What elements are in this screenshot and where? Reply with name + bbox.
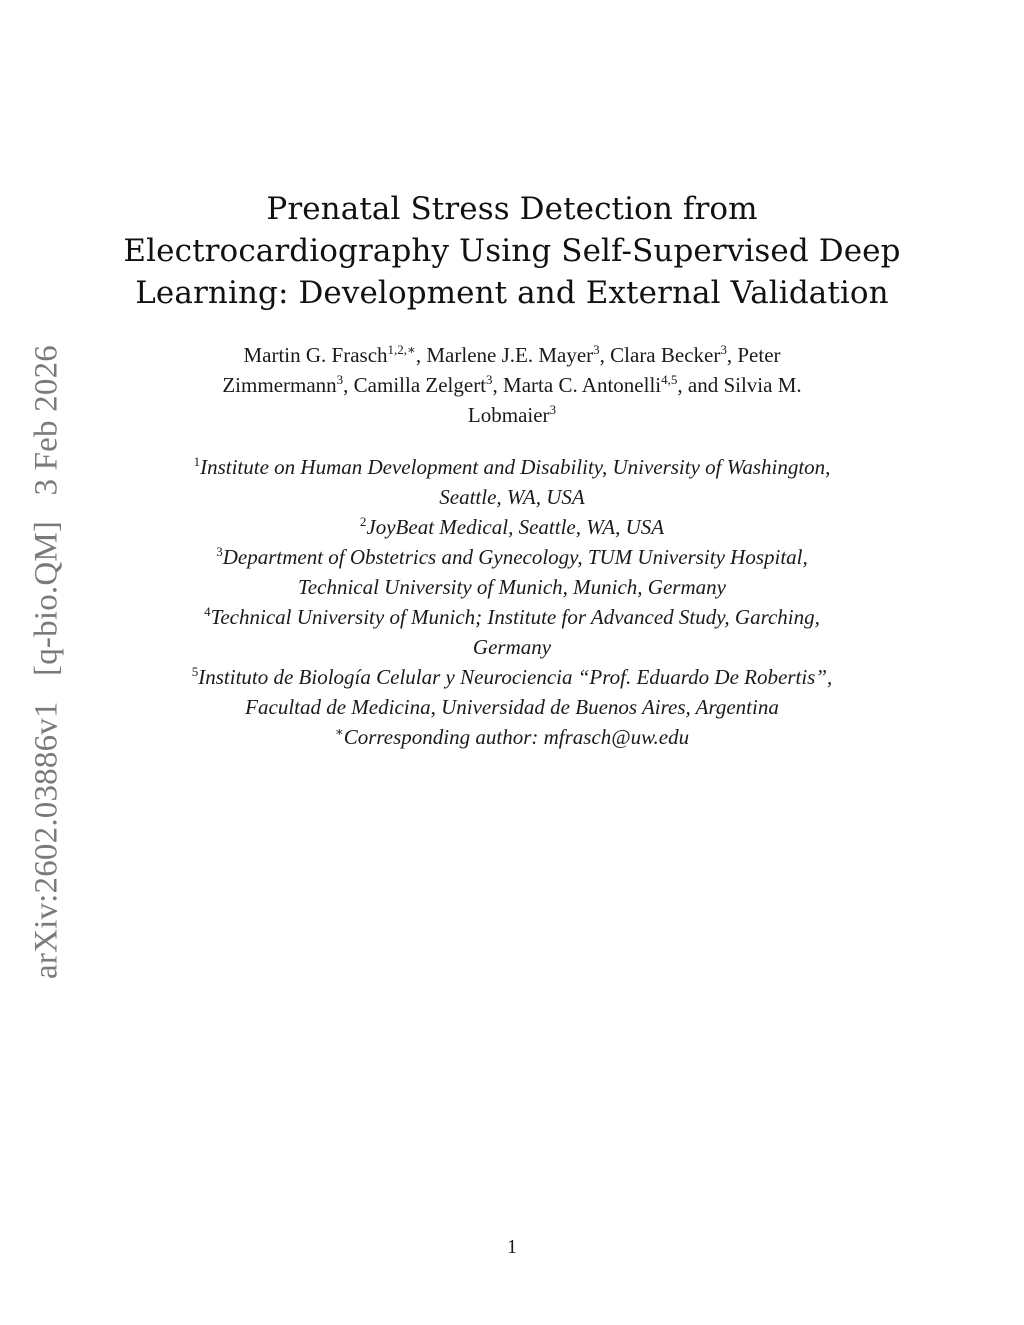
arxiv-date: 3 Feb 2026 (28, 345, 65, 496)
author-line-2 (120, 370, 904, 400)
author-line-1 (120, 340, 904, 370)
affiliation-marker: 4 (204, 604, 211, 619)
affiliation-text: Instituto de Biología Celular y Neurociencia “Prof. Eduardo De Robertis”, (198, 665, 833, 689)
corresponding-author (110, 722, 914, 752)
author-affiliation-marker: 3 (593, 342, 600, 357)
title-line-2: Electrocardiography Using Self-Supervised Deep (123, 233, 901, 269)
affiliation-text: JoyBeat Medical, Seattle, WA, USA (366, 515, 665, 539)
arxiv-identifier-stamp (29, 345, 66, 979)
affiliation-text: Department of Obstetrics and Gynecology, TUM University Hospital, (222, 545, 808, 569)
arxiv-id: arXiv:2602.03886v1 (28, 701, 65, 979)
author-separator: , and Silvia M. (677, 373, 802, 397)
author-name: Marta C. Antonelli (503, 373, 662, 397)
author-separator: , (415, 343, 427, 367)
affiliation-marker: 2 (359, 514, 367, 529)
author-affiliation-marker: 1,2,∗ (387, 342, 416, 357)
affiliation-3 (110, 542, 914, 572)
author-name: Camilla Zelgert (353, 373, 487, 397)
author-affiliation-marker: 3 (336, 372, 344, 387)
author-name: Marlene J.E. Mayer (426, 343, 594, 367)
author-separator: , (492, 373, 504, 397)
author-list (120, 340, 904, 430)
author-separator: , (343, 373, 354, 397)
affiliation-text: Institute on Human Development and Disability, University of Washington, (200, 455, 831, 479)
arxiv-category: [q-bio.QM] (28, 520, 65, 676)
affiliation-3-cont: Technical University of Munich, Munich, Germany (298, 575, 726, 599)
author-affiliation-marker: 4,5 (661, 372, 678, 387)
author-separator: , Peter (726, 343, 781, 367)
author-name: Clara Becker (610, 343, 721, 367)
author-name: Zimmermann (222, 373, 337, 397)
corresponding-marker: ∗ (334, 724, 344, 739)
paper-title (90, 188, 934, 314)
author-affiliation-marker: 3 (486, 372, 493, 387)
affiliation-5 (110, 662, 914, 692)
affiliation-4-cont: Germany (472, 635, 552, 659)
corresponding-author-text: Corresponding author: mfrasch@uw.edu (343, 725, 690, 749)
author-separator: , (599, 343, 611, 367)
affiliation-marker: 1 (193, 454, 201, 469)
page-number: 1 (507, 1236, 517, 1258)
author-affiliation-marker: 3 (549, 402, 557, 417)
affiliation-marker: 5 (191, 664, 199, 679)
affiliation-1 (110, 452, 914, 482)
author-name: Lobmaier (467, 403, 550, 427)
author-name: Martin G. Frasch (243, 343, 388, 367)
affiliation-text: Technical University of Munich; Institute for Advanced Study, Garching, (210, 605, 820, 629)
title-line-1: Prenatal Stress Detection from (266, 191, 758, 227)
affiliation-marker: 3 (216, 544, 223, 559)
author-line-3 (120, 400, 904, 430)
author-affiliation-marker: 3 (720, 342, 727, 357)
affiliation-4 (110, 602, 914, 632)
affiliation-list (110, 452, 914, 752)
affiliation-1-cont: Seattle, WA, USA (439, 485, 585, 509)
affiliation-2 (110, 512, 914, 542)
title-line-3: Learning: Development and External Validation (135, 275, 889, 311)
affiliation-5-cont: Facultad de Medicina, Universidad de Buenos Aires, Argentina (245, 695, 779, 719)
